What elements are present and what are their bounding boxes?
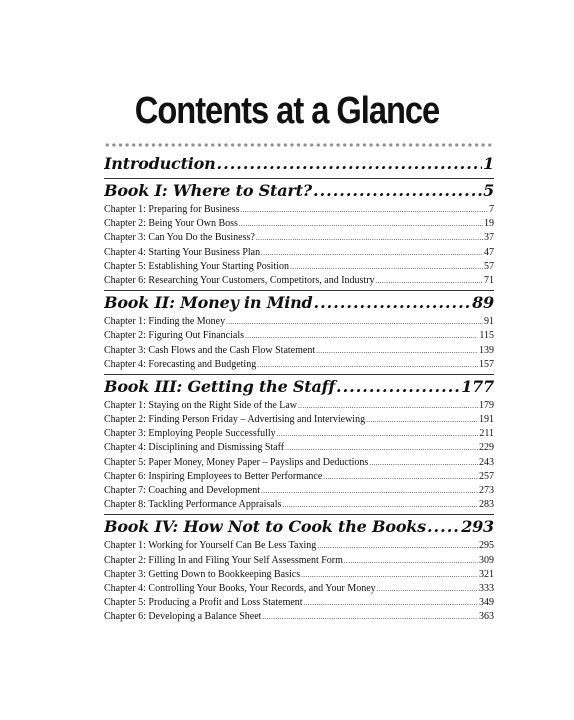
- toc-entry-title: Chapter 3: Can You Do the Business?: [104, 232, 255, 244]
- toc-entry-title: Chapter 1: Preparing for Business: [104, 204, 240, 215]
- dot-leader: [317, 539, 478, 553]
- toc-entry-title: Chapter 3: Cash Flows and the Cash Flow Statement: [104, 344, 316, 356]
- toc-entry-title: Chapter 5: Establishing Your Starting Position: [104, 260, 290, 272]
- toc-entry-page: 321: [479, 568, 494, 580]
- toc-chapter-entry[interactable]: [104, 217, 494, 231]
- dot-leader: [301, 568, 478, 582]
- dot-leader: [282, 498, 478, 512]
- dot-leader: [277, 427, 479, 441]
- toc-entry-page: 333: [479, 582, 494, 594]
- toc-introduction-entry[interactable]: [104, 153, 494, 175]
- toc-chapter-entry[interactable]: [104, 358, 494, 372]
- toc-chapter-entry[interactable]: [104, 260, 494, 274]
- dot-leader: [314, 292, 472, 314]
- toc-chapter-entry[interactable]: [104, 246, 494, 260]
- toc-entry-page: 37: [484, 232, 494, 244]
- toc-entry-title: Chapter 6: Developing a Balance Sheet: [104, 611, 262, 623]
- toc-entry-page: 5: [483, 181, 494, 200]
- dot-leader: [262, 610, 478, 624]
- toc-entry-page: 229: [479, 442, 494, 454]
- toc-entry-page: 349: [479, 597, 494, 609]
- dot-leader: [366, 413, 478, 427]
- toc-entry-title: Book I: Where to Start?: [104, 181, 312, 200]
- toc-chapter-entry[interactable]: [104, 498, 494, 512]
- toc-entry-title: Chapter 6: Inspiring Employees to Better Performance: [104, 470, 323, 482]
- toc-chapter-entry[interactable]: [104, 484, 494, 498]
- toc-chapter-entry[interactable]: [104, 413, 494, 427]
- dot-leader: [336, 376, 460, 398]
- toc-entry-page: 283: [479, 499, 494, 511]
- dot-leader: [257, 358, 478, 372]
- dot-leader: [261, 246, 483, 260]
- toc-entry-title: Chapter 3: Employing People Successfully: [104, 428, 276, 440]
- toc-entry-title: Chapter 7: Coaching and Development: [104, 485, 261, 496]
- toc-entry-title: Chapter 1: Staying on the Right Side of the Law: [104, 399, 298, 411]
- dot-leader: [285, 441, 478, 455]
- toc-entry-page: 19: [484, 218, 494, 230]
- toc-entry-page: 115: [479, 330, 494, 342]
- toc-chapter-entry[interactable]: [104, 582, 494, 596]
- toc-entry-page: 157: [479, 358, 494, 370]
- dot-leader: [256, 231, 483, 245]
- toc-entry-title: Chapter 1: Finding the Money: [104, 316, 226, 328]
- toc-chapter-entry[interactable]: [104, 399, 494, 413]
- toc-chapter-entry[interactable]: [104, 596, 494, 610]
- toc-chapter-entry[interactable]: [104, 470, 494, 484]
- toc-entry-page: 257: [479, 470, 494, 482]
- toc-entry-title: Chapter 5: Producing a Profit and Loss Statement: [104, 597, 303, 609]
- toc-chapter-entry[interactable]: [104, 231, 494, 245]
- toc-entry-page: 293: [461, 517, 494, 537]
- toc-entry-page: 91: [484, 316, 494, 328]
- dot-leader: [344, 554, 478, 568]
- toc-chapter-entry[interactable]: [104, 344, 494, 358]
- toc-entry-title: Book IV: How Not to Cook the Books: [104, 517, 426, 537]
- toc-entry-page: 47: [484, 246, 494, 258]
- toc-entry-page: 309: [479, 554, 494, 566]
- toc-entry-page: 177: [461, 376, 494, 396]
- toc-chapter-entry[interactable]: [104, 610, 494, 624]
- toc-book-heading[interactable]: [104, 514, 494, 538]
- toc-entry-title: Chapter 2: Filling In and Filing Your Self Assessment Form: [104, 554, 343, 566]
- toc-entry-title: Chapter 6: Researching Your Customers, Competitors, and Industry: [104, 274, 375, 286]
- toc-entry-page: 71: [484, 274, 494, 286]
- toc-entry-page: 211: [479, 428, 494, 440]
- toc-entry-title: Chapter 5: Paper Money, Money Paper – Payslips and Deductions: [104, 456, 369, 468]
- toc-book-heading[interactable]: [104, 290, 494, 314]
- toc-entry-title: Chapter 4: Controlling Your Books, Your Records, and Your Money: [104, 582, 376, 594]
- toc-chapter-entry[interactable]: [104, 456, 494, 470]
- toc-chapter-entry[interactable]: [104, 203, 494, 217]
- dot-leader: [323, 470, 478, 484]
- toc-entry-page: 243: [479, 456, 494, 468]
- toc-entry-title: Chapter 3: Getting Down to Bookkeeping Basics: [104, 568, 301, 580]
- toc-entry-page: 363: [479, 611, 494, 623]
- toc-entry-page: 273: [479, 485, 494, 496]
- dot-leader: [239, 217, 483, 231]
- toc-chapter-entry[interactable]: [104, 315, 494, 329]
- dot-leader: [376, 274, 483, 288]
- toc-entry-title: Chapter 2: Being Your Own Boss: [104, 218, 238, 230]
- toc-entry-title: Chapter 4: Disciplining and Dismissing Staff: [104, 442, 285, 454]
- toc-entry-page: 179: [479, 399, 494, 411]
- toc-entry-page: 191: [479, 414, 494, 426]
- page-title: Contents at a Glance: [134, 90, 440, 132]
- toc-entry-title: Chapter 4: Starting Your Business Plan: [104, 246, 261, 258]
- toc-chapter-entry[interactable]: [104, 441, 494, 455]
- dot-leader: [313, 180, 482, 202]
- toc-chapter-entry[interactable]: [104, 427, 494, 441]
- dot-leader: [290, 260, 483, 274]
- dot-leader: [316, 344, 478, 358]
- toc-entry-title: Introduction: [104, 154, 216, 173]
- dot-leader: [304, 596, 478, 610]
- dot-leader: [217, 153, 483, 175]
- toc-entry-title: Chapter 2: Finding Person Friday – Advertising and Interviewing: [104, 414, 366, 426]
- toc-entry-title: Chapter 1: Working for Yourself Can Be Less Taxing: [104, 540, 317, 552]
- toc-entry-page: 139: [479, 344, 494, 356]
- toc-entry-page: 57: [484, 260, 494, 272]
- toc-chapter-entry[interactable]: [104, 329, 494, 343]
- toc-entry-title: Chapter 2: Figuring Out Financials: [104, 330, 244, 342]
- dot-leader: [261, 484, 478, 498]
- table-of-contents: [104, 150, 494, 625]
- dot-leader: [369, 456, 478, 470]
- toc-book-heading[interactable]: [104, 178, 494, 202]
- dot-leader: [241, 203, 488, 217]
- toc-entry-page: 1: [483, 154, 494, 173]
- toc-entry-page: 295: [479, 540, 494, 552]
- toc-chapter-entry[interactable]: [104, 554, 494, 568]
- dot-leader: [427, 516, 460, 538]
- toc-entry-title: Book III: Getting the Staff: [104, 376, 335, 396]
- dot-leader: [245, 329, 478, 343]
- dot-leader: [377, 582, 478, 596]
- toc-chapter-entry[interactable]: [104, 274, 494, 288]
- toc-entry-title: Book II: Money in Mind: [104, 293, 313, 313]
- dot-leader: [226, 315, 483, 329]
- toc-chapter-entry[interactable]: [104, 539, 494, 553]
- toc-entry-title: Chapter 4: Forecasting and Budgeting: [104, 358, 257, 370]
- toc-entry-page: 89: [472, 293, 494, 313]
- toc-chapter-entry[interactable]: [104, 568, 494, 582]
- toc-entry-title: Chapter 8: Tackling Performance Appraisals: [104, 499, 282, 511]
- dotted-divider: [104, 143, 494, 147]
- toc-entry-page: 7: [489, 204, 494, 215]
- dot-leader: [298, 399, 478, 413]
- toc-book-heading[interactable]: [104, 374, 494, 398]
